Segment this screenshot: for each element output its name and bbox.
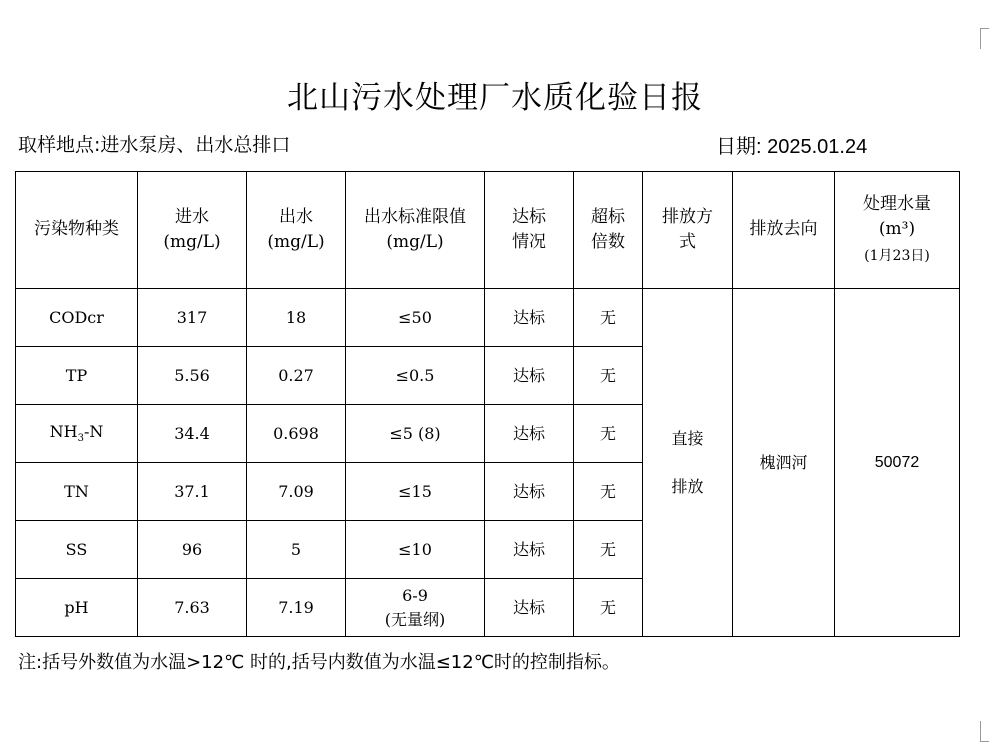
inflow-value: 7.63: [138, 579, 247, 637]
header-limit: 出水标准限值 (mg/L): [346, 172, 485, 289]
outflow-value: 0.27: [247, 347, 346, 405]
pollutant-name: CODcr: [16, 289, 138, 347]
pollutant-name: $NH_3-N$: [16, 405, 138, 463]
pollutant-name: TP: [16, 347, 138, 405]
status-value: 达标: [485, 579, 574, 637]
table-row: [16, 289, 960, 347]
limit-value: ≤10: [346, 521, 485, 579]
outflow-value: 0.698: [247, 405, 346, 463]
header-status: 达标情况: [485, 172, 574, 289]
outflow-value: 18: [247, 289, 346, 347]
outflow-value: 5: [247, 521, 346, 579]
inflow-value: 96: [138, 521, 247, 579]
limit-value: ≤50: [346, 289, 485, 347]
outflow-value: 7.19: [247, 579, 346, 637]
limit-value: 6-9 (无量纲): [346, 579, 485, 637]
header-pollutant: 污染物种类: [16, 172, 138, 289]
header-inflow: 进水 (mg/L): [138, 172, 247, 289]
exceed-value: 无: [574, 463, 643, 521]
header-row: [16, 172, 960, 289]
page-corner-mark: [980, 721, 989, 742]
header-exceed: 超标倍数: [574, 172, 643, 289]
header-outflow: 出水 (mg/L): [247, 172, 346, 289]
inflow-value: 37.1: [138, 463, 247, 521]
pollutant-name: SS: [16, 521, 138, 579]
limit-value: ≤0.5: [346, 347, 485, 405]
status-value: 达标: [485, 463, 574, 521]
treated-volume: 50072: [835, 289, 960, 637]
exceed-value: 无: [574, 405, 643, 463]
inflow-value: 34.4: [138, 405, 247, 463]
pollutant-name: TN: [16, 463, 138, 521]
status-value: 达标: [485, 347, 574, 405]
limit-value: ≤15: [346, 463, 485, 521]
water-quality-table: [15, 171, 960, 637]
inflow-value: 317: [138, 289, 247, 347]
inflow-value: 5.56: [138, 347, 247, 405]
header-discharge-mode: 排放方式: [643, 172, 733, 289]
page-corner-mark: [980, 28, 989, 49]
sampling-location: 取样地点:进水泵房、出水总排口: [18, 134, 291, 156]
outflow-value: 7.09: [247, 463, 346, 521]
discharge-mode: 直接 排放: [643, 289, 733, 637]
report-title: 北山污水处理厂水质化验日报: [287, 80, 703, 116]
exceed-value: 无: [574, 347, 643, 405]
header-discharge-to: 排放去向: [733, 172, 835, 289]
exceed-value: 无: [574, 521, 643, 579]
discharge-to: 槐泗河: [733, 289, 835, 637]
pollutant-name: pH: [16, 579, 138, 637]
exceed-value: 无: [574, 579, 643, 637]
header-volume: 处理水量 (m³) (1月23日): [835, 172, 960, 289]
report-date: 日期: 2025.01.24: [716, 136, 868, 158]
exceed-value: 无: [574, 289, 643, 347]
limit-value: ≤5 (8): [346, 405, 485, 463]
footnote: 注:括号外数值为水温>12℃ 时的,括号内数值为水温≤12℃时的控制指标。: [18, 652, 620, 673]
status-value: 达标: [485, 521, 574, 579]
status-value: 达标: [485, 289, 574, 347]
status-value: 达标: [485, 405, 574, 463]
